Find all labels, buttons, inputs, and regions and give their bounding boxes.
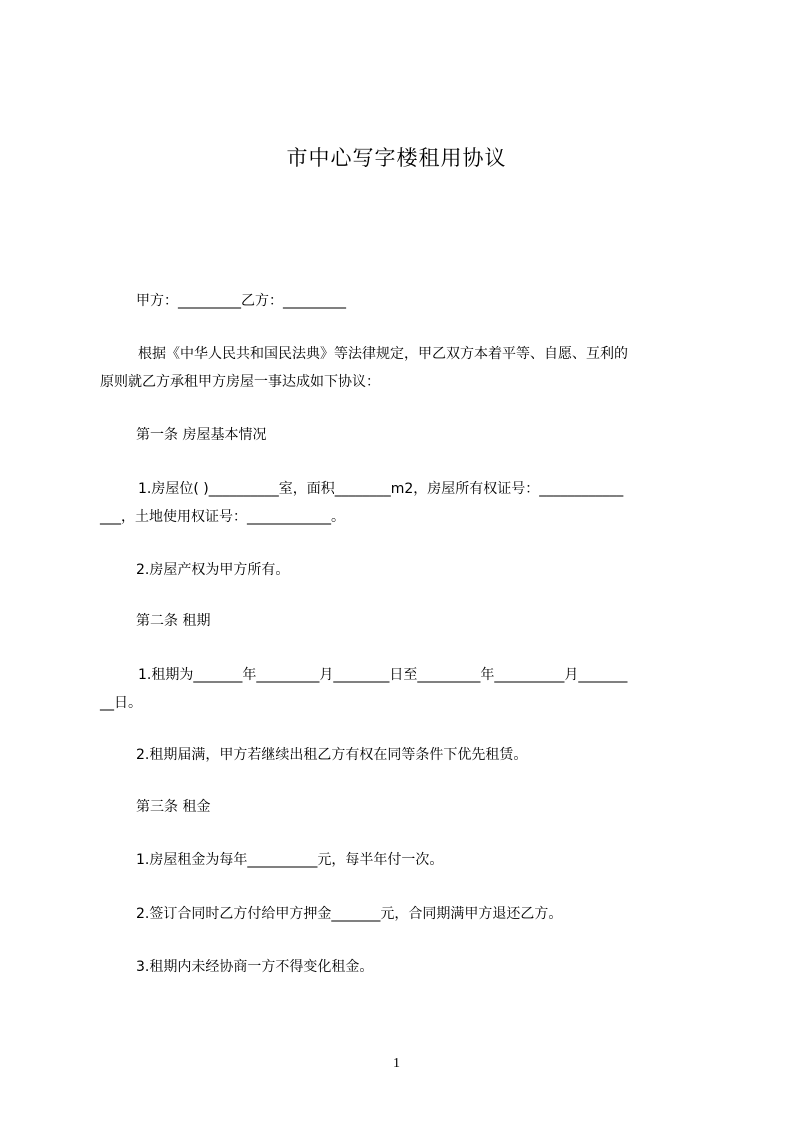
article-1-heading: 第一条 房屋基本情况 [136, 427, 267, 443]
document-title: 市中心写字楼租用协议 [286, 146, 507, 170]
page-number: 1 [393, 1056, 400, 1071]
article-1-item-1-line-2: ___，土地使用权证号：____________。 [100, 509, 345, 525]
intro-line-1: 根据《中华人民共和国民法典》等法律规定，甲乙双方本着平等、自愿、互利的 [138, 346, 628, 362]
article-3-heading: 第三条 租金 [136, 799, 211, 815]
parties-line: 甲方：_________乙方：_________ [136, 293, 346, 309]
article-2-item-1-line-2: __日。 [100, 695, 142, 711]
article-3-item-2: 2.签订合同时乙方付给甲方押金_______元，合同期满甲方退还乙方。 [136, 906, 563, 922]
article-1-item-1-line-1: 1.房屋位( )__________室，面积________m2，房屋所有权证号：____________ [138, 481, 624, 497]
article-2-item-1-line-1: 1.租期为_______年_________月________日至_________年__________月_______ [138, 667, 628, 683]
article-2-item-2: 2.租期届满，甲方若继续出租乙方有权在同等条件下优先租赁。 [136, 747, 528, 763]
article-2-heading: 第二条 租期 [136, 613, 211, 629]
article-3-item-1: 1.房屋租金为每年__________元，每半年付一次。 [136, 852, 444, 868]
intro-line-2: 原则就乙方承租甲方房屋一事达成如下协议： [100, 374, 380, 390]
article-1-item-2: 2.房屋产权为甲方所有。 [136, 562, 290, 578]
article-3-item-3: 3.租期内未经协商一方不得变化租金。 [136, 959, 374, 975]
